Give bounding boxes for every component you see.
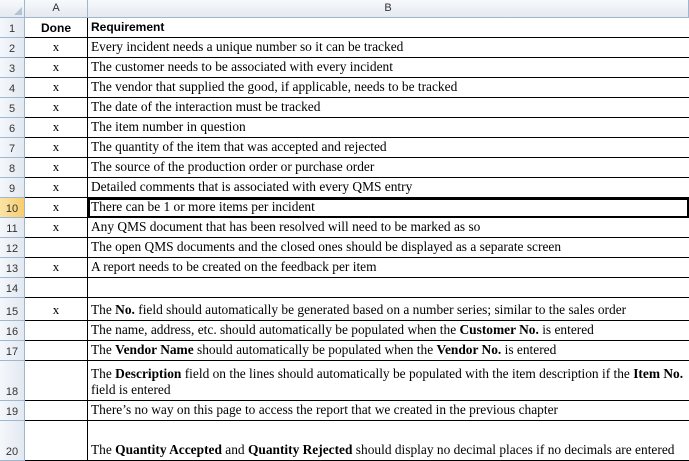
cell-done-header[interactable]: Done	[25, 18, 88, 38]
cell-done[interactable]: x	[25, 298, 88, 321]
cell-requirement-header[interactable]: Requirement	[88, 18, 689, 38]
row-header[interactable]: 20	[0, 421, 25, 461]
row-header[interactable]: 10	[0, 198, 25, 218]
sheet-row-selected	[0, 198, 689, 218]
cell-done[interactable]	[25, 341, 88, 361]
cell-done[interactable]: x	[25, 98, 88, 118]
row-header[interactable]: 17	[0, 341, 25, 361]
sheet-row	[0, 278, 689, 298]
column-header-b[interactable]: B	[88, 0, 689, 18]
cell-requirement[interactable]: The item number in question	[88, 118, 689, 138]
cell-done[interactable]	[25, 278, 88, 298]
text-run: The name, address, etc. should automatically be populated when the	[91, 322, 460, 337]
text-run: The	[91, 366, 116, 381]
cell-requirement[interactable]: The date of the interaction must be tracked	[88, 98, 689, 118]
cell-done[interactable]	[25, 361, 88, 401]
text-run: field should automatically be generated based on a number series; similar to the sales order	[134, 302, 627, 317]
text-run: is entered	[501, 342, 557, 357]
sheet-row	[0, 298, 689, 321]
cell-done[interactable]	[25, 321, 88, 341]
cell-requirement[interactable]: A report needs to be created on the feedback per item	[88, 258, 689, 278]
field-name-bold: Vendor Name	[115, 342, 194, 357]
text-run: should display no decimal places if no decimals are entered	[352, 442, 675, 457]
row-header[interactable]: 2	[0, 38, 25, 58]
cell-requirement[interactable]: The open QMS documents and the closed ones should be displayed as a separate screen	[88, 238, 689, 258]
cell-requirement[interactable]: Every incident needs a unique number so it can be tracked	[88, 38, 689, 58]
cell-done[interactable]: x	[25, 258, 88, 278]
sheet-row	[0, 118, 689, 138]
row-header[interactable]: 14	[0, 278, 25, 298]
sheet-row	[0, 258, 689, 278]
text-run: The	[91, 342, 116, 357]
row-header[interactable]: 13	[0, 258, 25, 278]
cell-requirement[interactable]	[88, 361, 689, 401]
cell-requirement[interactable]	[88, 421, 689, 461]
field-name-bold: Quantity Accepted	[115, 442, 222, 457]
cell-requirement[interactable]: Detailed comments that is associated with every QMS entry	[88, 178, 689, 198]
select-all-corner[interactable]	[0, 0, 25, 18]
sheet-row	[0, 38, 689, 58]
row-header[interactable]: 8	[0, 158, 25, 178]
field-name-bold: Quantity Rejected	[247, 442, 353, 457]
row-header[interactable]: 18	[0, 361, 25, 401]
field-name-bold: Vendor No.	[436, 342, 502, 357]
cell-done[interactable]	[25, 421, 88, 461]
row-header[interactable]: 1	[0, 18, 25, 38]
cell-requirement-active[interactable]: There can be 1 or more items per incident	[88, 198, 689, 218]
cell-done[interactable]: x	[25, 38, 88, 58]
cell-requirement[interactable]	[88, 341, 689, 361]
sheet-row	[0, 178, 689, 198]
column-header-a[interactable]: A	[25, 0, 88, 18]
sheet-row	[0, 421, 689, 461]
row-header[interactable]: 9	[0, 178, 25, 198]
row-header[interactable]: 6	[0, 118, 25, 138]
text-run: field on the lines should automatically be populated with the item description if the	[181, 366, 634, 381]
text-run: The	[91, 442, 116, 457]
field-name-bold: Customer No.	[459, 322, 539, 337]
field-name-bold: Item No.	[633, 366, 684, 381]
cell-requirement[interactable]: Any QMS document that has been resolved will need to be marked as so	[88, 218, 689, 238]
sheet-row	[0, 158, 689, 178]
row-header[interactable]: 7	[0, 138, 25, 158]
cell-done[interactable]: x	[25, 178, 88, 198]
text-run: field is entered	[91, 382, 171, 397]
cell-requirement[interactable]: The vendor that supplied the good, if applicable, needs to be tracked	[88, 78, 689, 98]
sheet-row	[0, 18, 689, 38]
sheet-row	[0, 98, 689, 118]
row-header[interactable]: 5	[0, 98, 25, 118]
cell-done[interactable]	[25, 401, 88, 421]
sheet-row	[0, 361, 689, 401]
field-name-bold: No.	[115, 302, 135, 317]
cell-requirement[interactable]	[88, 278, 689, 298]
row-header[interactable]: 16	[0, 321, 25, 341]
cell-done[interactable]: x	[25, 198, 88, 218]
cell-requirement[interactable]: The customer needs to be associated with every incident	[88, 58, 689, 78]
sheet-row	[0, 78, 689, 98]
cell-done[interactable]: x	[25, 218, 88, 238]
cell-requirement[interactable]	[88, 298, 689, 321]
row-header[interactable]: 11	[0, 218, 25, 238]
cell-requirement[interactable]	[88, 321, 689, 341]
sheet-row	[0, 218, 689, 238]
sheet-row	[0, 401, 689, 421]
cell-done[interactable]	[25, 238, 88, 258]
text-run: and	[221, 442, 248, 457]
row-header[interactable]: 15	[0, 298, 25, 321]
cell-requirement[interactable]: The quantity of the item that was accepted and rejected	[88, 138, 689, 158]
row-header[interactable]: 3	[0, 58, 25, 78]
text-run: should automatically be populated when the	[193, 342, 437, 357]
cell-done[interactable]: x	[25, 158, 88, 178]
field-name-bold: Description	[115, 366, 182, 381]
cell-done[interactable]: x	[25, 58, 88, 78]
cell-done[interactable]: x	[25, 138, 88, 158]
sheet-row	[0, 341, 689, 361]
cell-requirement[interactable]: The source of the production order or purchase order	[88, 158, 689, 178]
row-header[interactable]: 12	[0, 238, 25, 258]
cell-done[interactable]: x	[25, 118, 88, 138]
text-run: is entered	[538, 322, 594, 337]
sheet-row	[0, 58, 689, 78]
sheet-row	[0, 321, 689, 341]
cell-done[interactable]: x	[25, 78, 88, 98]
row-header[interactable]: 19	[0, 401, 25, 421]
text-run: The	[91, 302, 116, 317]
sheet-row	[0, 138, 689, 158]
row-header[interactable]: 4	[0, 78, 25, 98]
cell-requirement[interactable]: There’s no way on this page to access the report that we created in the previous chapter	[88, 401, 689, 421]
sheet-row	[0, 238, 689, 258]
